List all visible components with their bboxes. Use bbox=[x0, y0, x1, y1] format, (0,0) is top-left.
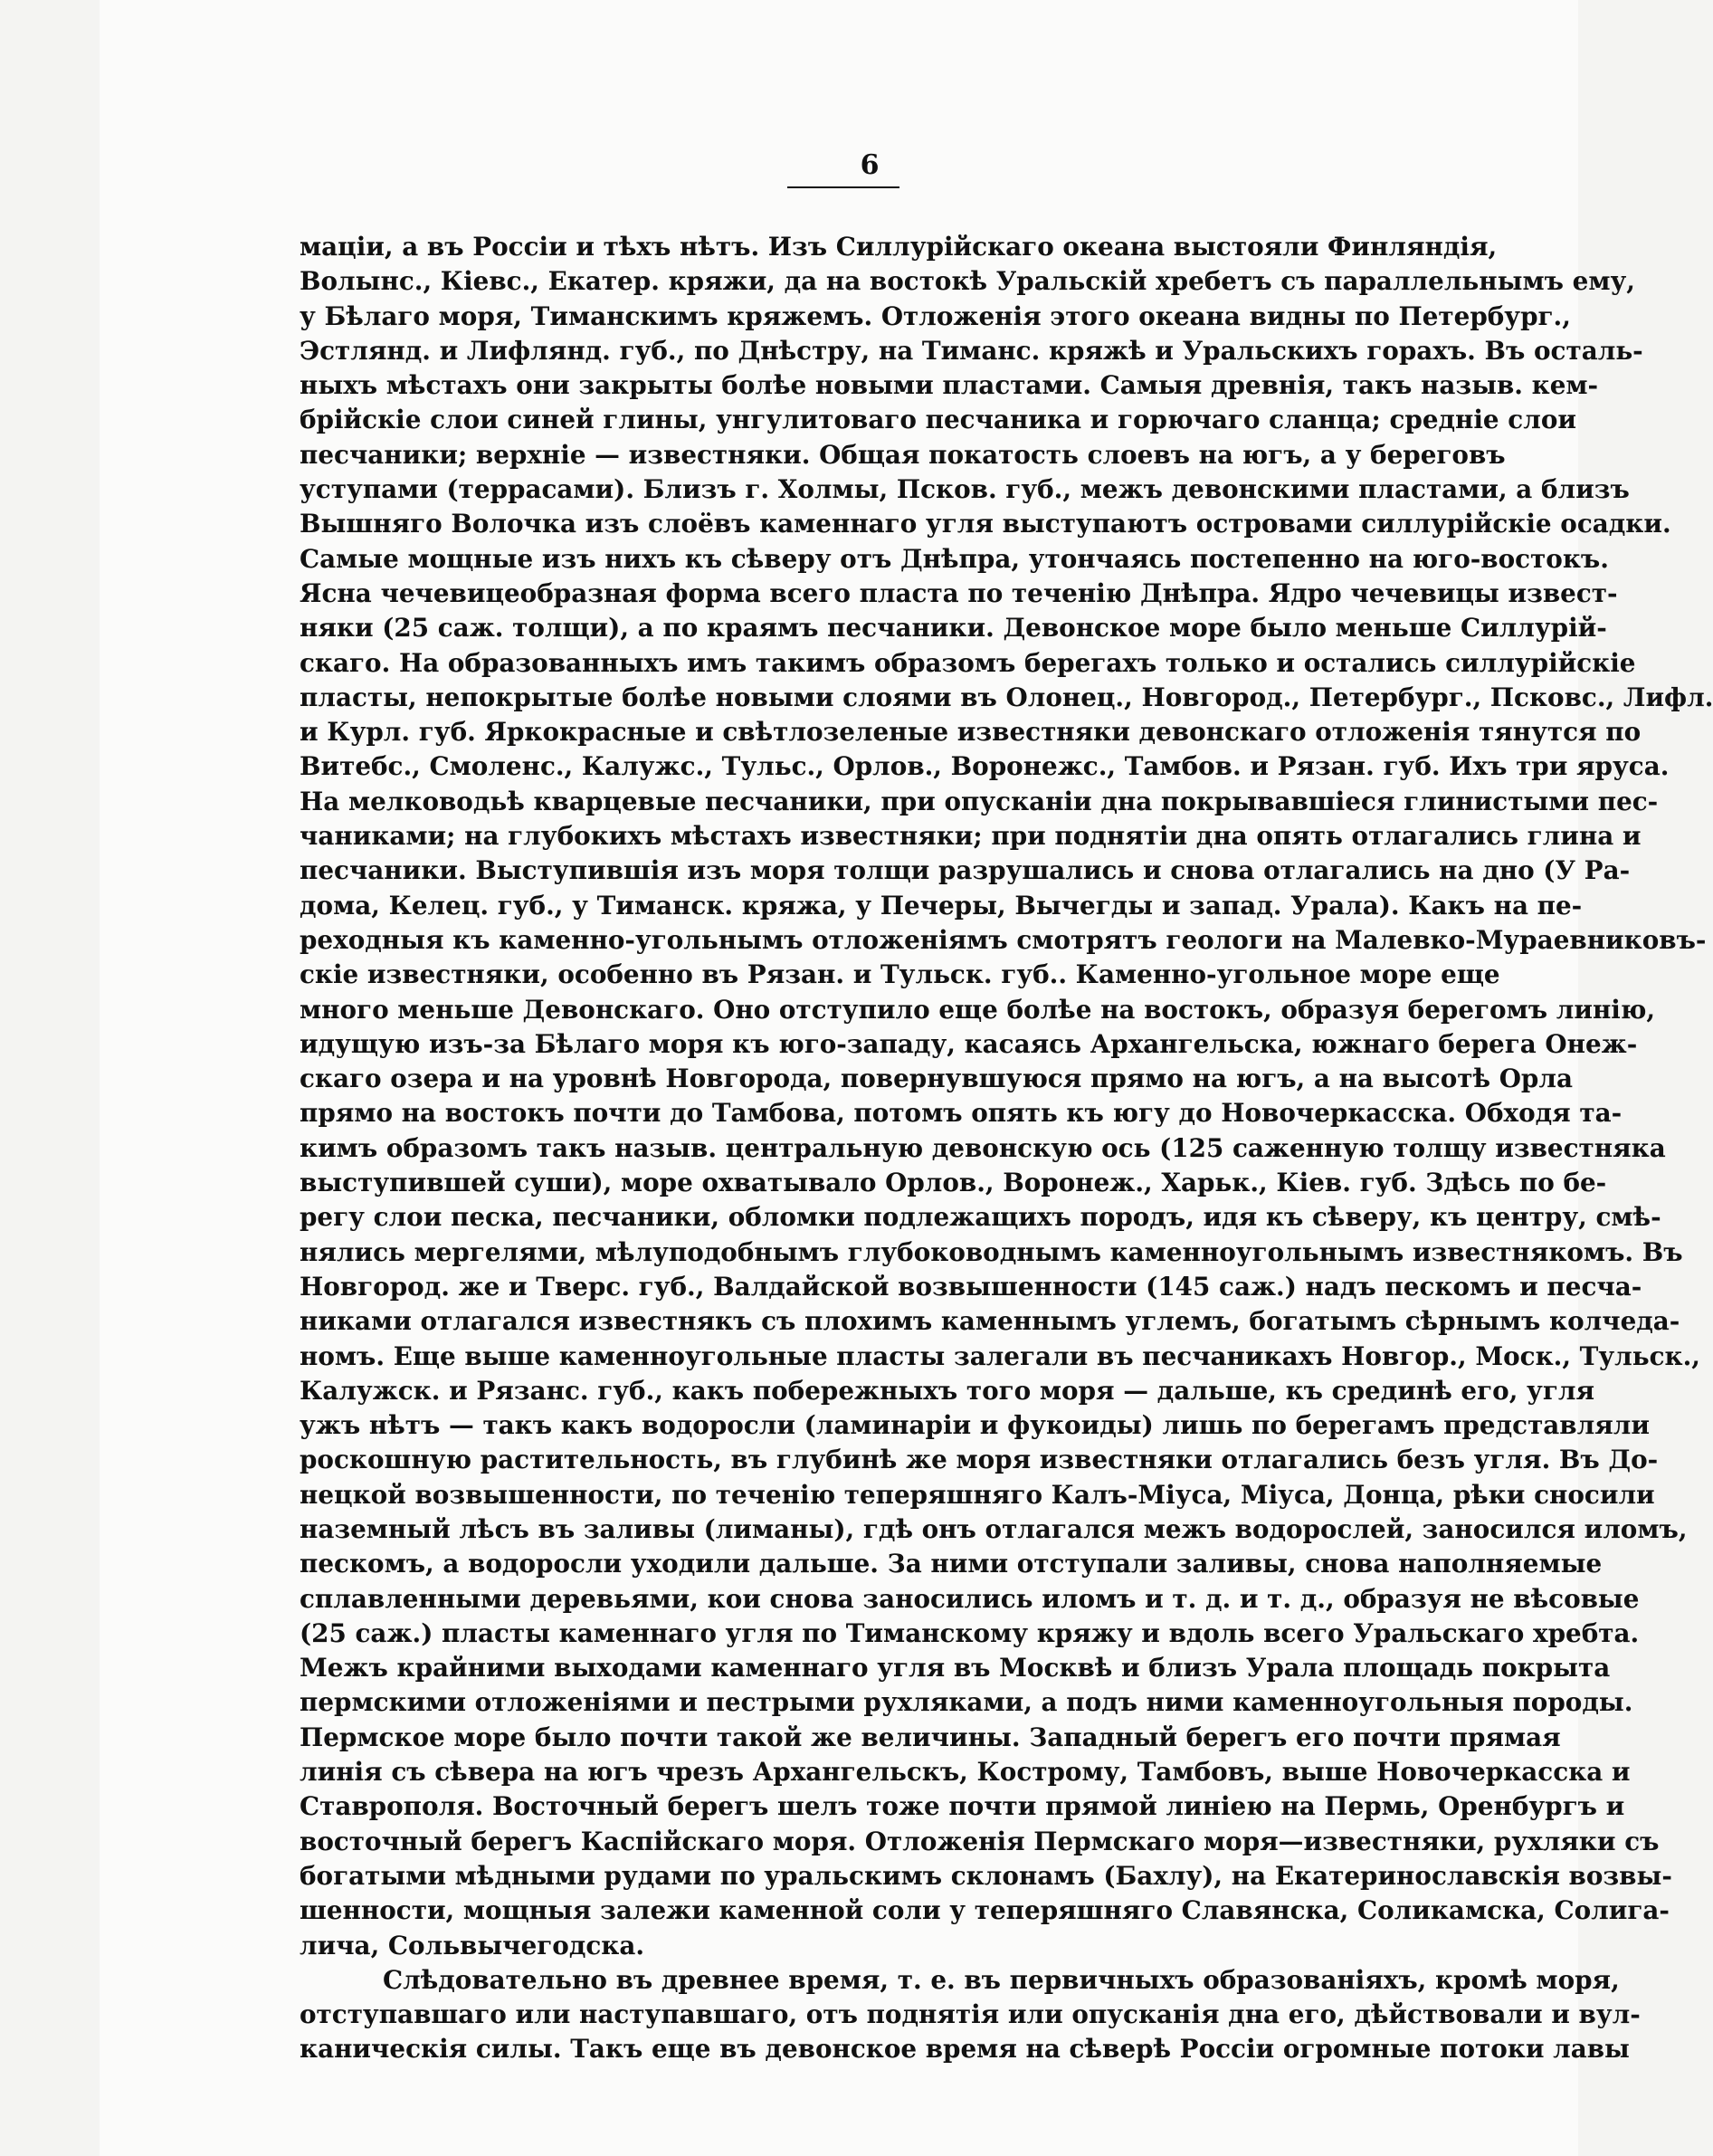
text-line: Слѣдовательно въ древнее время, т. е. въ первичныхъ образованіяхъ, кромѣ моря, bbox=[383, 1964, 1620, 1995]
text-line: лича, Сольвычегодска. bbox=[300, 1930, 645, 1960]
text-line: Эстлянд. и Лифлянд. губ., по Днѣстру, на Тиманс. кряжѣ и Уральскихъ горахъ. Въ осталь- bbox=[300, 335, 1643, 366]
text-line: На мелководьѣ кварцевые песчаники, при опусканіи дна покрывавшіеся глинистыми пес- bbox=[300, 786, 1659, 816]
text-line: чаниками; на глубокихъ мѣстахъ известняки; при поднятіи дна опять отлагались глина и bbox=[300, 821, 1642, 852]
text-line: восточный берегъ Каспійскаго моря. Отложенія Пермскаго моря—известняки, рухляки съ bbox=[300, 1826, 1660, 1856]
text-line: Самые мощные изъ нихъ къ сѣверу отъ Днѣпра, утончаясь постепенно на юго-востокъ. bbox=[300, 543, 1609, 574]
text-line: у Бѣлаго моря, Тиманскимъ кряжемъ. Отложенія этого океана видны по Петербург., bbox=[300, 301, 1571, 331]
text-line: и Курл. губ. Яркокрасные и свѣтлозеленые известняки девонскаго отложенія тянутся по bbox=[300, 717, 1642, 748]
text-line: Ясна чечевицеобразная форма всего пласта по теченію Днѣпра. Ядро чечевицы извест- bbox=[300, 577, 1618, 608]
text-line: сплавленными деревьями, кои снова заносились иломъ и т. д. и т. д., образуя не вѣсовые bbox=[300, 1583, 1640, 1614]
text-line: богатыми мѣдными рудами по уральскимъ склонамъ (Бахлу), на Екатеринославскія возвы- bbox=[300, 1860, 1672, 1891]
text-line: наземный лѣсъ въ заливы (лиманы), гдѣ онъ отлагался межъ водорослей, заносился иломъ, bbox=[300, 1513, 1688, 1544]
text-line: прямо на востокъ почти до Тамбова, потомъ опять къ югу до Новочеркасска. Обходя та- bbox=[300, 1098, 1623, 1129]
text-line: Пермское море было почти такой же величины. Западный берегъ его почти прямая bbox=[300, 1722, 1561, 1752]
text-line: песчаники. Выступившія изъ моря толщи разрушались и снова отлагались на дно (У Ра- bbox=[300, 855, 1631, 886]
page-number: 6 bbox=[860, 149, 880, 181]
text-line: Межъ крайними выходами каменнаго угля въ Москвѣ и близъ Урала площадь покрыта bbox=[300, 1653, 1611, 1684]
text-line: нялись мергелями, мѣлуподобнымъ глубоководнымъ каменноугольнымъ известнякомъ. Въ bbox=[300, 1236, 1683, 1267]
text-line: пескомъ, а водоросли уходили дальше. За ними отступали заливы, снова наполняемые bbox=[300, 1549, 1603, 1579]
text-line: отступавшаго или наступавшаго, отъ поднятія или опусканія дна его, дѣйствовали и вул- bbox=[300, 1999, 1641, 2030]
text-line: роскошную растительность, въ глубинѣ же моря известняки отлагались безъ угля. Въ До- bbox=[300, 1445, 1659, 1475]
text-line: линія съ сѣвера на югъ чрезъ Архангельскъ, Кострому, Тамбовъ, выше Новочеркасска и bbox=[300, 1757, 1631, 1788]
text-line: пермскими отложеніями и пестрыми рухляками, а подъ ними каменноугольныя породы. bbox=[300, 1687, 1633, 1718]
text-line: скаго. На образованныхъ имъ такимъ образомъ берегахъ только и остались силлурійскіе bbox=[300, 647, 1636, 678]
text-line: регу слои песка, песчаники, обломки подлежащихъ породъ, идя къ сѣверу, къ центру, смѣ- bbox=[300, 1202, 1661, 1233]
text-line: дома, Келец. губ., у Тиманск. кряжа, у Печеры, Вычегды и запад. Урала). Какъ на пе- bbox=[300, 890, 1583, 921]
text-line: песчаники; верхніе — известняки. Общая покатость слоевъ на югъ, а у береговъ bbox=[300, 439, 1506, 470]
text-line: ужъ нѣтъ — такъ какъ водоросли (ламинаріи и фукоиды) лишь по берегамъ представляли bbox=[300, 1410, 1650, 1441]
text-line: маціи, а въ Россіи и тѣхъ нѣтъ. Изъ Силлурійскаго океана выстояли Финляндія, bbox=[300, 232, 1498, 262]
body-text bbox=[300, 230, 1713, 2067]
text-line: номъ. Еще выше каменноугольные пласты залегали въ песчаникахъ Новгор., Моск., Тульск., bbox=[300, 1340, 1700, 1371]
text-line: (25 саж.) пласты каменнаго угля по Тиманскому кряжу и вдоль всего Уральскаго хребта. bbox=[300, 1617, 1640, 1648]
text-line: Витебс., Смоленс., Калужс., Тульс., Орлов., Воронежс., Тамбов. и Рязан. губ. Ихъ три яруса. bbox=[300, 751, 1670, 782]
text-line: Волынс., Кіевс., Екатер. кряжи, да на востокѣ Уральскій хребетъ съ параллельнымъ ему, bbox=[300, 266, 1635, 297]
text-line: идущую изъ-за Бѣлаго моря къ юго-западу, касаясь Архангельска, южнаго берега Онеж- bbox=[300, 1028, 1638, 1059]
text-line: шенности, мощныя залежи каменной соли у теперяшняго Славянска, Соликамска, Солига- bbox=[300, 1895, 1670, 1926]
text-line: кимъ образомъ такъ назыв. центральную девонскую ось (125 саженную толщу известняка bbox=[300, 1132, 1666, 1163]
text-line: выступившей суши), море охватывало Орлов., Воронеж., Харьк., Кіев. губ. Здѣсь по бе- bbox=[300, 1168, 1607, 1198]
text-line: пласты, непокрытые болѣе новыми слоями въ Олонец., Новгород., Петербург., Псковс., Лифл. bbox=[300, 682, 1713, 712]
text-line: нецкой возвышенности, по теченію теперяшняго Калъ-Міуса, Міуса, Донца, рѣки сносили bbox=[300, 1479, 1655, 1510]
text-line: уступами (террасами). Близъ г. Холмы, Псков. губ., межъ девонскими пластами, а близъ bbox=[300, 474, 1630, 505]
text-line: Ставрополя. Восточный берегъ шелъ тоже почти прямой линіею на Пермь, Оренбургъ и bbox=[300, 1791, 1625, 1822]
text-line: ныхъ мѣстахъ они закрыты болѣе новыми пластами. Самыя древнія, такъ назыв. кем- bbox=[300, 370, 1599, 401]
text-line: Калужск. и Рязанс. губ., какъ побережныхъ того моря — дальше, къ срединѣ его, угля bbox=[300, 1375, 1595, 1406]
text-line: Вышняго Волочка изъ слоёвъ каменнаго угля выступаютъ островами силлурійскіе осадки. bbox=[300, 509, 1671, 539]
text-line: реходныя къ каменно-угольнымъ отложеніямъ смотрятъ геологи на Малевко-Мураевниковъ- bbox=[300, 924, 1707, 955]
text-line: Новгород. же и Тверс. губ., Валдайской возвышенности (145 саж.) надъ пескомъ и песча- bbox=[300, 1271, 1642, 1302]
page-number-rule bbox=[787, 186, 899, 188]
text-line: никами отлагался известнякъ съ плохимъ каменнымъ углемъ, богатымъ сѣрнымъ колчеда- bbox=[300, 1306, 1680, 1337]
text-line: каническія силы. Такъ еще въ девонское время на сѣверѣ Россіи огромные потоки лавы bbox=[300, 2034, 1630, 2065]
text-line: скаго озера и на уровнѣ Новгорода, повернувшуюся прямо на югъ, а на высотѣ Орла bbox=[300, 1064, 1573, 1094]
text-line: скіе известняки, особенно въ Рязан. и Тульск. губ.. Каменно-угольное море еще bbox=[300, 959, 1500, 990]
text-line: брійскіе слои синей глины, унгулитоваго песчаника и горючаго сланца; средніе слои bbox=[300, 405, 1576, 435]
text-line: много меньше Девонскаго. Оно отступило еще болѣе на востокъ, образуя берегомъ линію, bbox=[300, 994, 1656, 1025]
text-line: няки (25 саж. толщи), а по краямъ песчаники. Девонское море было меньше Силлурій- bbox=[300, 613, 1607, 644]
scanned-page bbox=[100, 0, 1713, 2156]
